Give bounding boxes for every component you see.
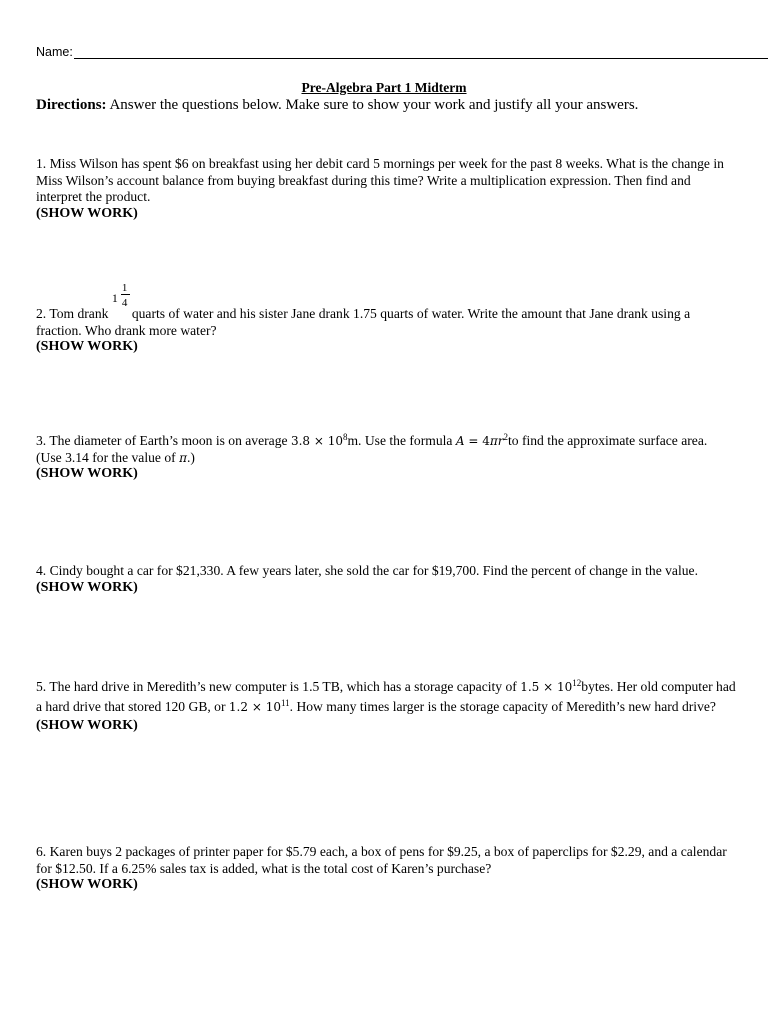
fraction-whole: 1 (111, 291, 118, 305)
show-work-label: (SHOW WORK) (36, 579, 138, 595)
question-4-text: 4. Cindy bought a car for $21,330. A few years later, she sold the car for $19,700. Find the percent of change in the value. (36, 563, 698, 578)
question-6 (36, 844, 736, 894)
show-work-label: (SHOW WORK) (36, 205, 138, 221)
name-field[interactable] (74, 44, 768, 59)
directions (36, 97, 756, 114)
sci-notation-mantissa: 3.8 × 10 (290, 434, 343, 448)
show-work-label: (SHOW WORK) (36, 466, 138, 481)
formula-lhs: A (455, 434, 465, 448)
question-1 (36, 156, 736, 222)
question-5-prefix: 5. The hard drive in Meredith’s new computer is 1.5 TB, which has a storage capacity of (36, 679, 521, 694)
question-3-text-4: .) (186, 449, 195, 465)
question-2 (36, 282, 736, 356)
sci-notation-mantissa: 1.2 × 10 (228, 700, 281, 714)
question-5-text-3: . How many times larger is the storage capacity of Meredith’s new hard drive? (289, 699, 716, 714)
sci-notation-exponent: 11 (280, 698, 290, 708)
question-4 (36, 563, 736, 596)
formula-pi: π (489, 434, 498, 448)
page-title: Pre-Algebra Part 1 Midterm (301, 80, 467, 95)
name-row (36, 44, 768, 59)
question-2-suffix: quarts of water and his sister Jane drank 1.75 quarts of water. Write the amount that Jane drank using a fraction. Who drank more water? (36, 306, 691, 338)
formula-r: r (497, 434, 504, 448)
question-3-text-2: m. Use the formula (347, 433, 456, 448)
sci-notation-exponent: 8 (342, 432, 348, 442)
question-1-text: 1. Miss Wilson has spent $6 on breakfast using her debit card 5 mornings per week for the past 8 weeks. What is the change in Miss Wilson’s account balance from buying breakfast during this time? Write a multiplication expression. Then find and interpret the product. (36, 156, 724, 204)
formula-exponent: 2 (503, 432, 508, 442)
sci-notation-mantissa: 1.5 × 10 (520, 680, 573, 694)
fraction-numerator: 1 (121, 282, 128, 294)
question-2-prefix: 2. Tom drank (36, 306, 112, 321)
question-3-text-3: to find the approximate surface area. (Use 3.14 for the value of (36, 433, 708, 465)
directions-text: Answer the questions below. Make sure to show your work and justify all your answers. (106, 97, 639, 113)
question-3 (36, 433, 736, 483)
show-work-label: (SHOW WORK) (36, 718, 138, 733)
mixed-fraction (111, 282, 132, 318)
question-5 (36, 677, 736, 734)
fraction-denominator: 4 (121, 297, 128, 309)
formula-mid: = 4 (464, 434, 490, 448)
pi-symbol: π (179, 450, 187, 465)
show-work-label: (SHOW WORK) (36, 877, 138, 892)
directions-label: Directions: (36, 97, 107, 113)
question-5-text-2: bytes. Her old computer had a hard drive that stored 120 GB, or (36, 679, 736, 714)
question-6-text: 6. Karen buys 2 packages of printer paper for $5.79 each, a box of pens for $9.25, a box of paperclips for $2.29, and a calendar for $12.50. If a 6.25% sales tax is added, what is the total cost of Karen’s purchase? (36, 844, 727, 876)
question-3-prefix: 3. The diameter of Earth’s moon is on average (36, 433, 291, 448)
sci-notation-exponent: 12 (572, 678, 582, 688)
name-label: Name: (36, 45, 73, 59)
show-work-label: (SHOW WORK) (36, 339, 138, 354)
